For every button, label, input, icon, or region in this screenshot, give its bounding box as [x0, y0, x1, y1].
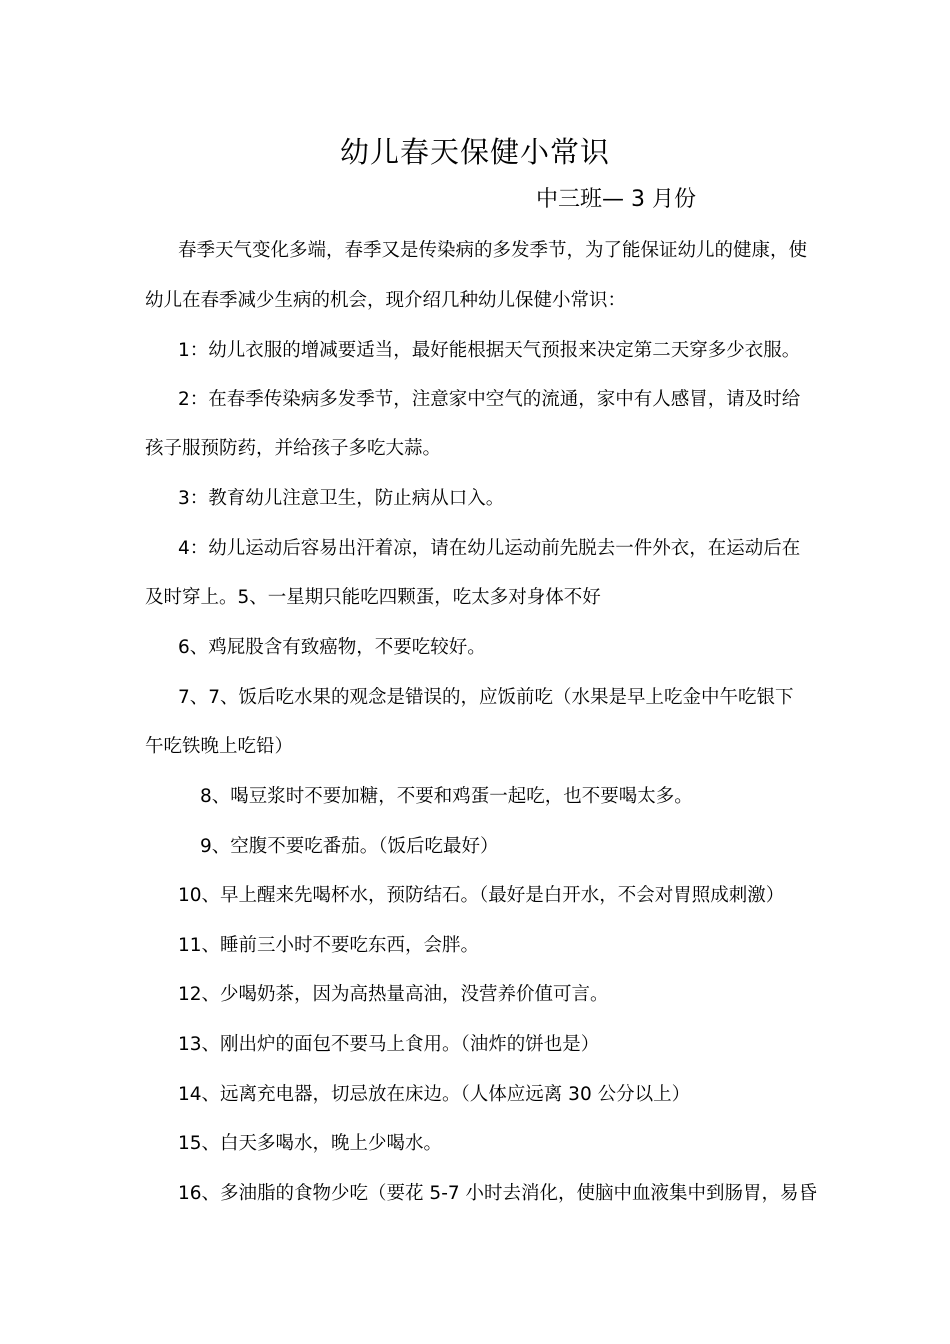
tip-line: 13、刚出炉的面包不要马上食用。（油炸的饼也是） [178, 1034, 600, 1055]
tip-line: 及时穿上。5、一星期只能吃四颗蛋，吃太多对身体不好 [145, 587, 601, 608]
tip-line: 2：在春季传染病多发季节，注意家中空气的流通，家中有人感冒，请及时给 [178, 389, 801, 410]
tip-line: 6、鸡屁股含有致癌物，不要吃较好。 [178, 637, 486, 658]
tip-line: 16、多油脂的食物少吃（要花 5-7 小时去消化，使脑中血液集中到肠胃，易昏 [178, 1183, 818, 1204]
tip-line: 11、睡前三小时不要吃东西，会胖。 [178, 935, 480, 956]
tip-line: 12、少喝奶茶，因为高热量高油，没营养价值可言。 [178, 984, 609, 1005]
tip-line: 15、白天多喝水，晚上少喝水。 [178, 1133, 443, 1154]
tip-line: 4：幼儿运动后容易出汗着凉，请在幼儿运动前先脱去一件外衣，在运动后在 [178, 538, 801, 559]
document-subtitle: 中三班— 3 月份 [536, 187, 696, 212]
tip-line: 午吃铁晚上吃铅） [145, 736, 294, 757]
document-title: 幼儿春天保健小常识 [339, 135, 610, 169]
tip-line: 14、远离充电器，切忌放在床边。（人体应远离 30 公分以上） [178, 1084, 691, 1105]
tip-line: 8、喝豆浆时不要加糖，不要和鸡蛋一起吃，也不要喝太多。 [200, 786, 693, 807]
tip-line: 孩子服预防药，并给孩子多吃大蒜。 [145, 438, 442, 459]
tip-line: 3：教育幼儿注意卫生，防止病从口入。 [178, 488, 505, 509]
paragraph-line: 幼儿在春季减少生病的机会，现介绍几种幼儿保健小常识： [145, 290, 627, 311]
tip-line: 1：幼儿衣服的增减要适当，最好能根据天气预报来决定第二天穿多少衣服。 [178, 340, 801, 361]
tip-line: 9、空腹不要吃番茄。（饭后吃最好） [200, 836, 499, 857]
tip-line: 10、早上醒来先喝杯水，预防结石。（最好是白开水，不会对胃照成刺激） [178, 885, 785, 906]
paragraph-line: 春季天气变化多端，春季又是传染病的多发季节，为了能保证幼儿的健康，使 [178, 240, 808, 261]
tip-line: 7、7、饭后吃水果的观念是错误的，应饭前吃（水果是早上吃金中午吃银下 [178, 687, 794, 708]
